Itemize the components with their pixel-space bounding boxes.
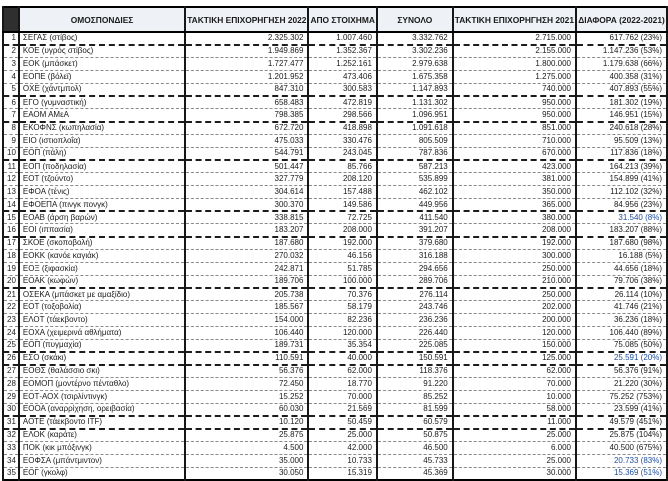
total-cell[interactable]: 1.131.302 xyxy=(377,96,453,109)
grant-2022-cell[interactable]: 798.385 xyxy=(185,109,308,122)
federation-name-cell[interactable]: ΕΟΚΚ (κανόε καγιάκ) xyxy=(19,250,185,263)
grant-2021-cell[interactable]: 58.000 xyxy=(453,403,576,416)
total-cell[interactable]: 3.302.236 xyxy=(377,45,453,58)
grant-2021-cell[interactable]: 120.000 xyxy=(453,326,576,339)
grant-2022-cell[interactable]: 110.591 xyxy=(185,352,308,365)
difference-cell[interactable]: 617.762 (23%) xyxy=(576,32,667,45)
grant-2021-cell[interactable]: 365.000 xyxy=(453,198,576,211)
grant-2022-cell[interactable]: 154.000 xyxy=(185,314,308,327)
difference-cell[interactable]: 36.236 (18%) xyxy=(576,314,667,327)
total-cell[interactable]: 289.706 xyxy=(377,275,453,288)
grant-2022-cell[interactable]: 72.450 xyxy=(185,378,308,391)
grant-2022-cell[interactable]: 35.000 xyxy=(185,454,308,467)
difference-cell[interactable]: 1.147.236 (53%) xyxy=(576,45,667,58)
federation-name-cell[interactable]: ΕΟΠΕ (βόλεϊ) xyxy=(19,70,185,83)
row-number-cell[interactable]: 2 xyxy=(3,45,19,58)
betting-cell[interactable]: 50.459 xyxy=(308,416,376,429)
grant-2022-cell[interactable]: 544.791 xyxy=(185,147,308,160)
grant-2022-cell[interactable]: 187.680 xyxy=(185,237,308,250)
grant-2022-cell[interactable]: 10.120 xyxy=(185,416,308,429)
grant-2021-cell[interactable]: 30.000 xyxy=(453,467,576,480)
difference-cell[interactable]: 1.179.638 (66%) xyxy=(576,58,667,71)
grant-2022-cell[interactable]: 25.875 xyxy=(185,429,308,442)
row-number-cell[interactable]: 22 xyxy=(3,301,19,314)
difference-cell[interactable]: 183.207 (88%) xyxy=(576,224,667,237)
total-cell[interactable]: 226.440 xyxy=(377,326,453,339)
corner-cell[interactable] xyxy=(3,7,19,32)
difference-cell[interactable]: 95.509 (13%) xyxy=(576,134,667,147)
federation-name-cell[interactable]: ΕΑΟΜ ΑΜεΑ xyxy=(19,109,185,122)
total-cell[interactable]: 462.102 xyxy=(377,186,453,199)
row-number-cell[interactable]: 4 xyxy=(3,70,19,83)
difference-cell[interactable]: 117.836 (18%) xyxy=(576,147,667,160)
total-cell[interactable]: 316.188 xyxy=(377,250,453,263)
federation-name-cell[interactable]: ΕΟΘΣ (θαλάσσιο σκι) xyxy=(19,365,185,378)
federation-name-cell[interactable]: ΕΛΟΤ (τάεκβοντο) xyxy=(19,314,185,327)
federation-name-cell[interactable]: ΕΟΑΒ (άρση βαρών) xyxy=(19,211,185,224)
federation-name-cell[interactable]: ΟΣΕΚΑ (μπάσκετ με αμαξίδιο) xyxy=(19,288,185,301)
col-header-grant-2022[interactable]: ΤΑΚΤΙΚΗ ΕΠΙΧΟΡΗΓΗΣΗ 2022 xyxy=(185,7,308,32)
grant-2022-cell[interactable]: 1.949.869 xyxy=(185,45,308,58)
total-cell[interactable]: 1.147.893 xyxy=(377,83,453,96)
grant-2022-cell[interactable]: 15.252 xyxy=(185,390,308,403)
grant-2021-cell[interactable]: 250.000 xyxy=(453,288,576,301)
difference-cell[interactable]: 49.579 (451%) xyxy=(576,416,667,429)
betting-cell[interactable]: 40.000 xyxy=(308,352,376,365)
row-number-cell[interactable]: 7 xyxy=(3,109,19,122)
grant-2021-cell[interactable]: 70.000 xyxy=(453,378,576,391)
table-row xyxy=(3,467,667,480)
betting-cell[interactable]: 15.319 xyxy=(308,467,376,480)
betting-cell[interactable]: 149.586 xyxy=(308,198,376,211)
grant-2022-cell[interactable]: 56.376 xyxy=(185,365,308,378)
grant-2021-cell[interactable]: 950.000 xyxy=(453,96,576,109)
row-number-cell[interactable]: 13 xyxy=(3,186,19,199)
betting-cell[interactable]: 243.045 xyxy=(308,147,376,160)
federation-name-cell[interactable]: ΕΟΑΚ (κωφών) xyxy=(19,275,185,288)
table-row xyxy=(3,96,667,109)
table-row xyxy=(3,416,667,429)
table-row xyxy=(3,429,667,442)
federation-name-cell[interactable]: ΕΟΠ (πυγμαχία) xyxy=(19,339,185,352)
table-row xyxy=(3,109,667,122)
total-cell[interactable]: 3.332.762 xyxy=(377,32,453,45)
row-number-cell[interactable]: 5 xyxy=(3,83,19,96)
table-row xyxy=(3,403,667,416)
grant-2021-cell[interactable]: 125.000 xyxy=(453,352,576,365)
grant-2022-cell[interactable]: 106.440 xyxy=(185,326,308,339)
difference-cell[interactable]: 21.220 (30%) xyxy=(576,378,667,391)
betting-cell[interactable]: 18.770 xyxy=(308,378,376,391)
total-cell[interactable]: 45.733 xyxy=(377,454,453,467)
difference-cell[interactable]: 41.746 (21%) xyxy=(576,301,667,314)
difference-cell[interactable]: 407.893 (55%) xyxy=(576,83,667,96)
betting-cell[interactable]: 21.569 xyxy=(308,403,376,416)
federation-name-cell[interactable]: ΣΚΟΕ (σκοποβολή) xyxy=(19,237,185,250)
difference-cell[interactable]: 31.540 (8%) xyxy=(576,211,667,224)
table-row xyxy=(3,365,667,378)
difference-cell[interactable]: 23.599 (41%) xyxy=(576,403,667,416)
betting-cell[interactable]: 100.000 xyxy=(308,275,376,288)
grant-2022-cell[interactable]: 672.720 xyxy=(185,122,308,135)
grant-2022-cell[interactable]: 185.567 xyxy=(185,301,308,314)
federation-name-cell[interactable]: ΕΛΟΚ (καράτε) xyxy=(19,429,185,442)
grant-2021-cell[interactable]: 150.000 xyxy=(453,339,576,352)
difference-cell[interactable]: 106.440 (89%) xyxy=(576,326,667,339)
betting-cell[interactable]: 10.733 xyxy=(308,454,376,467)
total-cell[interactable]: 91.220 xyxy=(377,378,453,391)
col-header-grant-2021[interactable]: ΤΑΚΤΙΚΗ ΕΠΙΧΟΡΗΓΗΣΗ 2021 xyxy=(453,7,576,32)
total-cell[interactable]: 379.680 xyxy=(377,237,453,250)
difference-cell[interactable]: 56.376 (91%) xyxy=(576,365,667,378)
federation-name-cell[interactable]: ΕΙΟ (ιστιοπλοΐα) xyxy=(19,134,185,147)
row-number-cell[interactable]: 17 xyxy=(3,237,19,250)
total-cell[interactable]: 535.899 xyxy=(377,173,453,186)
difference-cell[interactable]: 25.875 (104%) xyxy=(576,429,667,442)
row-number-cell[interactable]: 34 xyxy=(3,454,19,467)
difference-cell[interactable]: 240.618 (28%) xyxy=(576,122,667,135)
table-row xyxy=(3,454,667,467)
table-row xyxy=(3,186,667,199)
total-cell[interactable]: 391.207 xyxy=(377,224,453,237)
difference-cell[interactable]: 79.706 (38%) xyxy=(576,275,667,288)
total-cell[interactable]: 85.252 xyxy=(377,390,453,403)
total-cell[interactable]: 1.096.951 xyxy=(377,109,453,122)
difference-cell[interactable]: 40.500 (675%) xyxy=(576,442,667,455)
difference-cell[interactable]: 20.733 (83%) xyxy=(576,454,667,467)
difference-cell[interactable]: 15.369 (51%) xyxy=(576,467,667,480)
row-number-cell[interactable]: 18 xyxy=(3,250,19,263)
row-number-cell[interactable]: 20 xyxy=(3,275,19,288)
row-number-cell[interactable]: 27 xyxy=(3,365,19,378)
difference-cell[interactable]: 25.591 (20%) xyxy=(576,352,667,365)
federation-name-cell[interactable]: ΣΕΓΑΣ (στίβος) xyxy=(19,32,185,45)
row-number-cell[interactable]: 16 xyxy=(3,224,19,237)
table-row xyxy=(3,122,667,135)
grant-2022-cell[interactable]: 183.207 xyxy=(185,224,308,237)
table-row xyxy=(3,70,667,83)
row-number-cell[interactable]: 14 xyxy=(3,198,19,211)
difference-cell[interactable]: 400.358 (31%) xyxy=(576,70,667,83)
federation-name-cell[interactable]: ΕΟΚ (μπάσκετ) xyxy=(19,58,185,71)
table-row xyxy=(3,58,667,71)
federation-name-cell[interactable]: ΕΟΞ (ξιφασκία) xyxy=(19,262,185,275)
federation-name-cell[interactable]: ΕΟΤ-ΑΟΧ (τσιρλίντινγκ) xyxy=(19,390,185,403)
difference-cell[interactable]: 16.188 (5%) xyxy=(576,250,667,263)
federation-name-cell[interactable]: ΚΟΕ (υγρός στίβος) xyxy=(19,45,185,58)
row-number-cell[interactable]: 10 xyxy=(3,147,19,160)
row-number-cell[interactable]: 3 xyxy=(3,58,19,71)
federation-name-cell[interactable]: ΕΟΓ (γκολφ) xyxy=(19,467,185,480)
grant-2022-cell[interactable]: 304.614 xyxy=(185,186,308,199)
total-cell[interactable]: 50.875 xyxy=(377,429,453,442)
betting-cell[interactable]: 51.785 xyxy=(308,262,376,275)
federation-name-cell[interactable]: ΕΟΤ (τοξοβολία) xyxy=(19,301,185,314)
betting-cell[interactable]: 58.179 xyxy=(308,301,376,314)
federation-name-cell[interactable]: ΕΟΙ (ιππασία) xyxy=(19,224,185,237)
grant-2022-cell[interactable]: 327.779 xyxy=(185,173,308,186)
betting-cell[interactable]: 35.354 xyxy=(308,339,376,352)
difference-cell[interactable]: 75.085 (50%) xyxy=(576,339,667,352)
grant-2021-cell[interactable]: 1.275.000 xyxy=(453,70,576,83)
total-cell[interactable]: 449.956 xyxy=(377,198,453,211)
federation-name-cell[interactable]: ΕΓΟ (γυμναστική) xyxy=(19,96,185,109)
row-number-cell[interactable]: 32 xyxy=(3,429,19,442)
table-row xyxy=(3,314,667,327)
grant-2021-cell[interactable]: 710.000 xyxy=(453,134,576,147)
row-number-cell[interactable]: 6 xyxy=(3,96,19,109)
grant-2021-cell[interactable]: 381.000 xyxy=(453,173,576,186)
table-row xyxy=(3,275,667,288)
betting-cell[interactable]: 25.000 xyxy=(308,429,376,442)
total-cell[interactable]: 294.656 xyxy=(377,262,453,275)
federation-funding-table xyxy=(2,6,668,481)
table-row xyxy=(3,442,667,455)
row-number-cell[interactable]: 23 xyxy=(3,314,19,327)
federation-name-cell[interactable]: ΕΟΠ (ποδηλασία) xyxy=(19,160,185,173)
grant-2021-cell[interactable]: 208.000 xyxy=(453,224,576,237)
row-number-cell[interactable]: 19 xyxy=(3,262,19,275)
row-number-cell[interactable]: 15 xyxy=(3,211,19,224)
grant-2021-cell[interactable]: 380.000 xyxy=(453,211,576,224)
grant-2021-cell[interactable]: 670.000 xyxy=(453,147,576,160)
spreadsheet-region xyxy=(2,6,668,481)
grant-2022-cell[interactable]: 60.030 xyxy=(185,403,308,416)
grant-2021-cell[interactable]: 210.000 xyxy=(453,275,576,288)
difference-cell[interactable]: 164.213 (39%) xyxy=(576,160,667,173)
col-header-federation[interactable]: ΟΜΟΣΠΟΝΔΙΕΣ xyxy=(19,7,185,32)
col-header-difference[interactable]: ΔΙΑΦΟΡΑ (2022-2021) xyxy=(576,7,667,32)
betting-cell[interactable]: 120.000 xyxy=(308,326,376,339)
grant-2022-cell[interactable]: 4.500 xyxy=(185,442,308,455)
difference-cell[interactable]: 187.680 (98%) xyxy=(576,237,667,250)
betting-cell[interactable]: 300.583 xyxy=(308,83,376,96)
row-number-cell[interactable]: 33 xyxy=(3,442,19,455)
grant-2022-cell[interactable]: 1.201.952 xyxy=(185,70,308,83)
betting-cell[interactable]: 42.000 xyxy=(308,442,376,455)
grant-2022-cell[interactable]: 242.871 xyxy=(185,262,308,275)
betting-cell[interactable]: 330.476 xyxy=(308,134,376,147)
grant-2021-cell[interactable]: 250.000 xyxy=(453,262,576,275)
grant-2022-cell[interactable]: 658.483 xyxy=(185,96,308,109)
row-number-cell[interactable]: 1 xyxy=(3,32,19,45)
betting-cell[interactable]: 62.000 xyxy=(308,365,376,378)
betting-cell[interactable]: 418.898 xyxy=(308,122,376,135)
table-row xyxy=(3,83,667,96)
difference-cell[interactable]: 154.899 (41%) xyxy=(576,173,667,186)
grant-2021-cell[interactable]: 62.000 xyxy=(453,365,576,378)
grant-2022-cell[interactable]: 338.815 xyxy=(185,211,308,224)
total-cell[interactable]: 118.376 xyxy=(377,365,453,378)
grant-2022-cell[interactable]: 189.706 xyxy=(185,275,308,288)
federation-name-cell[interactable]: ΑΟΤΕ (τάεκβοντο ITF) xyxy=(19,416,185,429)
grant-2021-cell[interactable]: 10.000 xyxy=(453,390,576,403)
row-number-cell[interactable]: 30 xyxy=(3,403,19,416)
row-number-cell[interactable]: 35 xyxy=(3,467,19,480)
total-cell[interactable]: 81.599 xyxy=(377,403,453,416)
row-number-cell[interactable]: 31 xyxy=(3,416,19,429)
table-row xyxy=(3,301,667,314)
table-row xyxy=(3,262,667,275)
table-row xyxy=(3,326,667,339)
federation-name-cell[interactable]: ΕΟΤ (τζούντο) xyxy=(19,173,185,186)
table-row xyxy=(3,288,667,301)
total-cell[interactable]: 60.579 xyxy=(377,416,453,429)
total-cell[interactable]: 411.540 xyxy=(377,211,453,224)
total-cell[interactable]: 150.591 xyxy=(377,352,453,365)
table-row xyxy=(3,32,667,45)
betting-cell[interactable]: 473.406 xyxy=(308,70,376,83)
table-row xyxy=(3,147,667,160)
row-number-cell[interactable]: 25 xyxy=(3,339,19,352)
row-number-cell[interactable]: 26 xyxy=(3,352,19,365)
grant-2021-cell[interactable]: 350.000 xyxy=(453,186,576,199)
betting-cell[interactable]: 82.236 xyxy=(308,314,376,327)
row-number-cell[interactable]: 9 xyxy=(3,134,19,147)
difference-cell[interactable]: 44.656 (18%) xyxy=(576,262,667,275)
betting-cell[interactable]: 70.000 xyxy=(308,390,376,403)
difference-cell[interactable]: 75.252 (753%) xyxy=(576,390,667,403)
grant-2021-cell[interactable]: 11.000 xyxy=(453,416,576,429)
difference-cell[interactable]: 146.951 (15%) xyxy=(576,109,667,122)
grant-2021-cell[interactable]: 2.715.000 xyxy=(453,32,576,45)
table-row xyxy=(3,45,667,58)
grant-2022-cell[interactable]: 30.050 xyxy=(185,467,308,480)
grant-2021-cell[interactable]: 2.155.000 xyxy=(453,45,576,58)
grant-2022-cell[interactable]: 2.325.302 xyxy=(185,32,308,45)
table-row xyxy=(3,173,667,186)
grant-2022-cell[interactable]: 501.447 xyxy=(185,160,308,173)
row-number-cell[interactable]: 21 xyxy=(3,288,19,301)
grant-2021-cell[interactable]: 200.000 xyxy=(453,314,576,327)
total-cell[interactable]: 236.236 xyxy=(377,314,453,327)
table-row xyxy=(3,390,667,403)
table-row xyxy=(3,224,667,237)
betting-cell[interactable]: 157.488 xyxy=(308,186,376,199)
grant-2021-cell[interactable]: 300.000 xyxy=(453,250,576,263)
betting-cell[interactable]: 46.156 xyxy=(308,250,376,263)
federation-name-cell[interactable]: ΕΟΦΣΑ (μπάντμιντον) xyxy=(19,454,185,467)
col-header-total[interactable]: ΣΥΝΟΛΟ xyxy=(377,7,453,32)
federation-name-cell[interactable]: ΟΧΕ (χάντμπολ) xyxy=(19,83,185,96)
table-body xyxy=(3,32,667,480)
betting-cell[interactable]: 192.000 xyxy=(308,237,376,250)
table-row xyxy=(3,160,667,173)
federation-name-cell[interactable]: ΕΣΟ (σκάκι) xyxy=(19,352,185,365)
row-number-cell[interactable]: 11 xyxy=(3,160,19,173)
betting-cell[interactable]: 208.000 xyxy=(308,224,376,237)
grant-2022-cell[interactable]: 205.738 xyxy=(185,288,308,301)
table-row xyxy=(3,134,667,147)
col-header-betting[interactable]: ΑΠΟ ΣΤΟΙΧΗΜΑ xyxy=(308,7,376,32)
total-cell[interactable]: 276.114 xyxy=(377,288,453,301)
grant-2021-cell[interactable]: 1.800.000 xyxy=(453,58,576,71)
table-row xyxy=(3,237,667,250)
grant-2022-cell[interactable]: 270.032 xyxy=(185,250,308,263)
total-cell[interactable]: 2.979.638 xyxy=(377,58,453,71)
table-row xyxy=(3,352,667,365)
total-cell[interactable]: 1.675.358 xyxy=(377,70,453,83)
row-number-cell[interactable]: 24 xyxy=(3,326,19,339)
difference-cell[interactable]: 26.114 (10%) xyxy=(576,288,667,301)
table-row xyxy=(3,378,667,391)
header-row xyxy=(3,7,667,32)
total-cell[interactable]: 46.500 xyxy=(377,442,453,455)
grant-2021-cell[interactable]: 6.000 xyxy=(453,442,576,455)
grant-2021-cell[interactable]: 950.000 xyxy=(453,109,576,122)
table-row xyxy=(3,250,667,263)
grant-2021-cell[interactable]: 851.000 xyxy=(453,122,576,135)
total-cell[interactable]: 787.836 xyxy=(377,147,453,160)
grant-2021-cell[interactable]: 740.000 xyxy=(453,83,576,96)
federation-name-cell[interactable]: ΕΟΠ (πάλη) xyxy=(19,147,185,160)
grant-2021-cell[interactable]: 25.000 xyxy=(453,429,576,442)
grant-2021-cell[interactable]: 192.000 xyxy=(453,237,576,250)
total-cell[interactable]: 587.213 xyxy=(377,160,453,173)
table-row xyxy=(3,211,667,224)
federation-name-cell[interactable]: ΕΟΧΑ (χειμερινά αθλήματα) xyxy=(19,326,185,339)
difference-cell[interactable]: 181.302 (19%) xyxy=(576,96,667,109)
total-cell[interactable]: 243.746 xyxy=(377,301,453,314)
betting-cell[interactable]: 208.120 xyxy=(308,173,376,186)
betting-cell[interactable]: 72.725 xyxy=(308,211,376,224)
row-number-cell[interactable]: 8 xyxy=(3,122,19,135)
table-row xyxy=(3,339,667,352)
betting-cell[interactable]: 70.376 xyxy=(308,288,376,301)
betting-cell[interactable]: 298.566 xyxy=(308,109,376,122)
federation-name-cell[interactable]: ΕΟΟΑ (αναρρίχηση, ορειβασία) xyxy=(19,403,185,416)
federation-name-cell[interactable]: ΠΟΚ (κικ μπόξινγκ) xyxy=(19,442,185,455)
grant-2021-cell[interactable]: 25.000 xyxy=(453,454,576,467)
total-cell[interactable]: 1.091.618 xyxy=(377,122,453,135)
row-number-cell[interactable]: 29 xyxy=(3,390,19,403)
federation-name-cell[interactable]: ΕΚΟΦΝΣ (κωπηλασία) xyxy=(19,122,185,135)
federation-name-cell[interactable]: ΕΟΜΟΠ (μοντέρνο πένταθλο) xyxy=(19,378,185,391)
grant-2022-cell[interactable]: 300.370 xyxy=(185,198,308,211)
grant-2022-cell[interactable]: 847.310 xyxy=(185,83,308,96)
federation-name-cell[interactable]: ΕΦΟΑ (τένις) xyxy=(19,186,185,199)
table-row xyxy=(3,198,667,211)
grant-2021-cell[interactable]: 423.000 xyxy=(453,160,576,173)
betting-cell[interactable]: 85.766 xyxy=(308,160,376,173)
row-number-cell[interactable]: 12 xyxy=(3,173,19,186)
total-cell[interactable]: 45.369 xyxy=(377,467,453,480)
betting-cell[interactable]: 1.352.367 xyxy=(308,45,376,58)
grant-2021-cell[interactable]: 202.000 xyxy=(453,301,576,314)
federation-name-cell[interactable]: ΕΦΟΕΠΑ (πινγκ πονγκ) xyxy=(19,198,185,211)
difference-cell[interactable]: 84.956 (23%) xyxy=(576,198,667,211)
difference-cell[interactable]: 112.102 (32%) xyxy=(576,186,667,199)
grant-2022-cell[interactable]: 189.731 xyxy=(185,339,308,352)
betting-cell[interactable]: 1.252.161 xyxy=(308,58,376,71)
grant-2022-cell[interactable]: 1.727.477 xyxy=(185,58,308,71)
betting-cell[interactable]: 1.007.460 xyxy=(308,32,376,45)
grant-2022-cell[interactable]: 475.033 xyxy=(185,134,308,147)
total-cell[interactable]: 805.509 xyxy=(377,134,453,147)
betting-cell[interactable]: 472.819 xyxy=(308,96,376,109)
total-cell[interactable]: 225.085 xyxy=(377,339,453,352)
row-number-cell[interactable]: 28 xyxy=(3,378,19,391)
